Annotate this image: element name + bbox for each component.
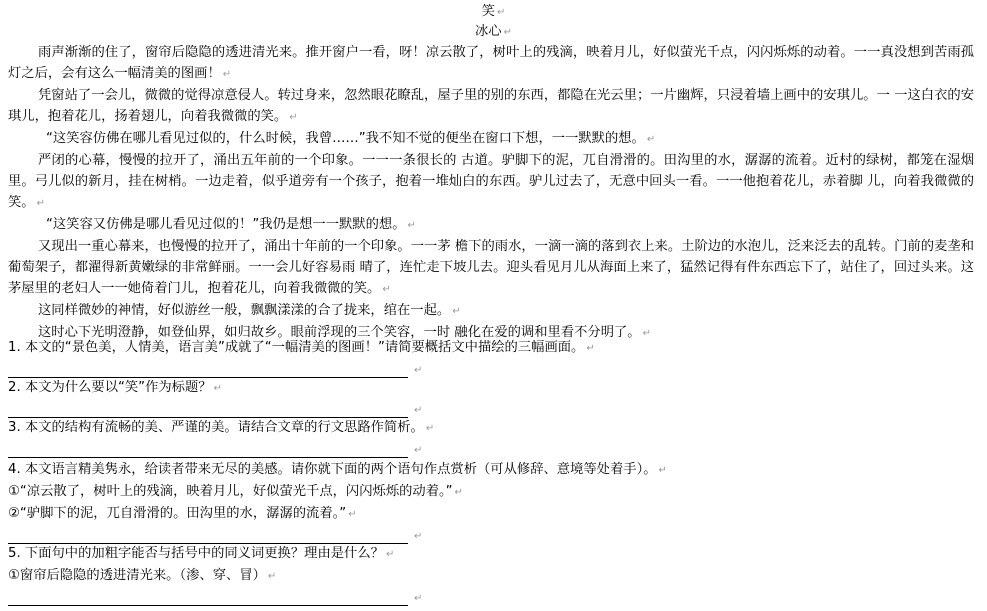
sentence-1: ①“凉云散了，树叶上的残滴，映着月儿，好似萤光千点，闪闪烁烁的动着。” ↵ — [8, 484, 463, 499]
paragraph-mark-icon: ↵ — [414, 445, 423, 456]
question-5 — [8, 543, 974, 606]
paragraph-mark-icon: ↵ — [452, 306, 461, 317]
answer-line[interactable] — [8, 587, 423, 606]
paragraph: 这同样微妙的神情，好似游丝一般，飘飘漾漾的合了拢来，绾在一起。 ↵ — [38, 303, 461, 318]
paragraph-mark-icon: ↵ — [414, 593, 423, 604]
paragraph-mark-icon: ↵ — [414, 531, 423, 542]
question-text: 4. 本文语言精美隽永，给读者带来无尽的美感。请你就下面的两个语句作点赏析（可从修辞、意境等处着手）。 ↵ — [8, 462, 667, 477]
paragraph-mark-icon: ↵ — [414, 405, 423, 416]
paragraph-mark-icon: ↵ — [454, 487, 463, 498]
question-text: 5. 下面句中的加粗字能否与括号中的同义词更换？理由是什么？ ↵ — [8, 546, 395, 561]
paragraph-mark-icon: ↵ — [36, 198, 45, 209]
paragraph-mark-icon: ↵ — [267, 571, 277, 582]
paragraph-mark-icon: ↵ — [382, 284, 391, 295]
question-text: 3. 本文的结构有流畅的美、严谨的美。请结合文章的行文思路作简析。 ↵ — [8, 420, 435, 435]
paragraph: 严闭的心幕，慢慢的拉开了，涌出五年前的一个印象。一一一条很长的 古道。驴脚下的泥，兀自滑滑的。田沟里的水，潺潺的流着。近村的绿树，都笼在湿烟里。弓儿似的新月，挂在树梢。一边走着，似乎道旁有一个孩子，抱着一堆灿白的东西。驴儿过去了，无意中回头一看。一一他抱着花儿，赤着脚 儿，向着我微微的笑。 ↵ — [8, 153, 974, 210]
paragraph-mark-icon: ↵ — [414, 365, 423, 376]
essay-body — [8, 42, 974, 344]
paragraph: 这时心下光明澄静，如登仙界，如归故乡。眼前浮现的三个笑容，一时 融化在爱的调和里看不分明了。 ↵ — [38, 325, 651, 340]
question-3 — [8, 417, 974, 458]
paragraph-mark-icon: ↵ — [425, 423, 435, 434]
paragraph-mark-icon: ↵ — [348, 509, 357, 520]
question-text: 2. 本文为什么要以“笑”作为标题？ ↵ — [8, 380, 222, 395]
paragraph-mark-icon: ↵ — [496, 7, 506, 18]
essay-author: 冰心 ↵ — [475, 24, 512, 39]
paragraph: 凭窗站了一会儿，微微的觉得凉意侵人。转过身来，忽然眼花瞭乱，屋子里的别的东西，都隐在光云里；一片幽辉，只浸着墙上画中的安琪儿。一 一这白衣的安琪儿，抱着花儿，扬着翅儿，向着我微微的笑。 ↵ — [8, 88, 974, 124]
question-2 — [8, 377, 974, 418]
paragraph-mark-icon: ↵ — [586, 343, 595, 354]
paragraph-mark-icon: ↵ — [407, 220, 416, 231]
paragraph-mark-icon: ↵ — [222, 69, 232, 80]
question-text: 1. 本文的“景色美，人情美，语言美”成就了“一幅清美的图画！”请简要概括文中描绘的三幅画面。 ↵ — [8, 340, 595, 355]
answer-line[interactable] — [8, 525, 423, 544]
answer-line[interactable] — [8, 439, 423, 458]
paragraph-mark-icon: ↵ — [642, 328, 651, 339]
paragraph: “这笑容仿佛在哪儿看见过似的，什么时候，我曾……”我不知不觉的便坐在窗口下想，一一默默的想。 ↵ — [46, 131, 656, 146]
paragraph-mark-icon: ↵ — [289, 112, 298, 123]
question-4 — [8, 459, 974, 544]
paragraph: 又现出一重心幕来，也慢慢的拉开了，涌出十年前的一个印象。一一茅 檐下的雨水，一滴一滴的落到衣上来。土阶边的水泡儿，泛来泛去的乱转。门前的麦垄和葡萄架子，都濯得新黄嫩绿的非常鲜丽。一一会儿好容易雨 晴了，连忙走下坡儿去。迎头看见月儿从海面上来了，猛然记得有件东西忘下了，站住了，回过头来。这茅屋里的老妇人一一她倚着门儿，抱着花儿，向着我微微的笑。 ↵ — [8, 239, 974, 296]
paragraph-mark-icon: ↵ — [213, 383, 222, 394]
paragraph-mark-icon: ↵ — [658, 465, 667, 476]
essay-title: 笑 ↵ — [481, 4, 506, 19]
paragraph: 雨声渐渐的住了，窗帘后隐隐的透进清光来。推开窗户一看，呀！凉云散了，树叶上的残滴，映着月儿，好似萤光千点，闪闪烁烁的动着。一一真没想到苦雨孤灯之后，会有这么一幅清美的图画！ ↵ — [8, 45, 974, 81]
answer-line[interactable] — [8, 359, 423, 378]
paragraph-mark-icon: ↵ — [503, 27, 512, 38]
paragraph-mark-icon: ↵ — [385, 549, 395, 560]
paragraph-mark-icon: ↵ — [646, 134, 656, 145]
paragraph: “这笑容又仿佛是哪儿看见过似的！”我仍是想一一默默的想。 ↵ — [46, 217, 416, 232]
answer-line[interactable] — [8, 399, 423, 418]
sentence-1: ①窗帘后隐隐的透进清光来。（渗、穿、冒） ↵ — [8, 568, 277, 583]
question-1 — [8, 337, 974, 378]
sentence-2: ②“驴脚下的泥，兀自滑滑的。田沟里的水，潺潺的流着。” ↵ — [8, 506, 357, 521]
